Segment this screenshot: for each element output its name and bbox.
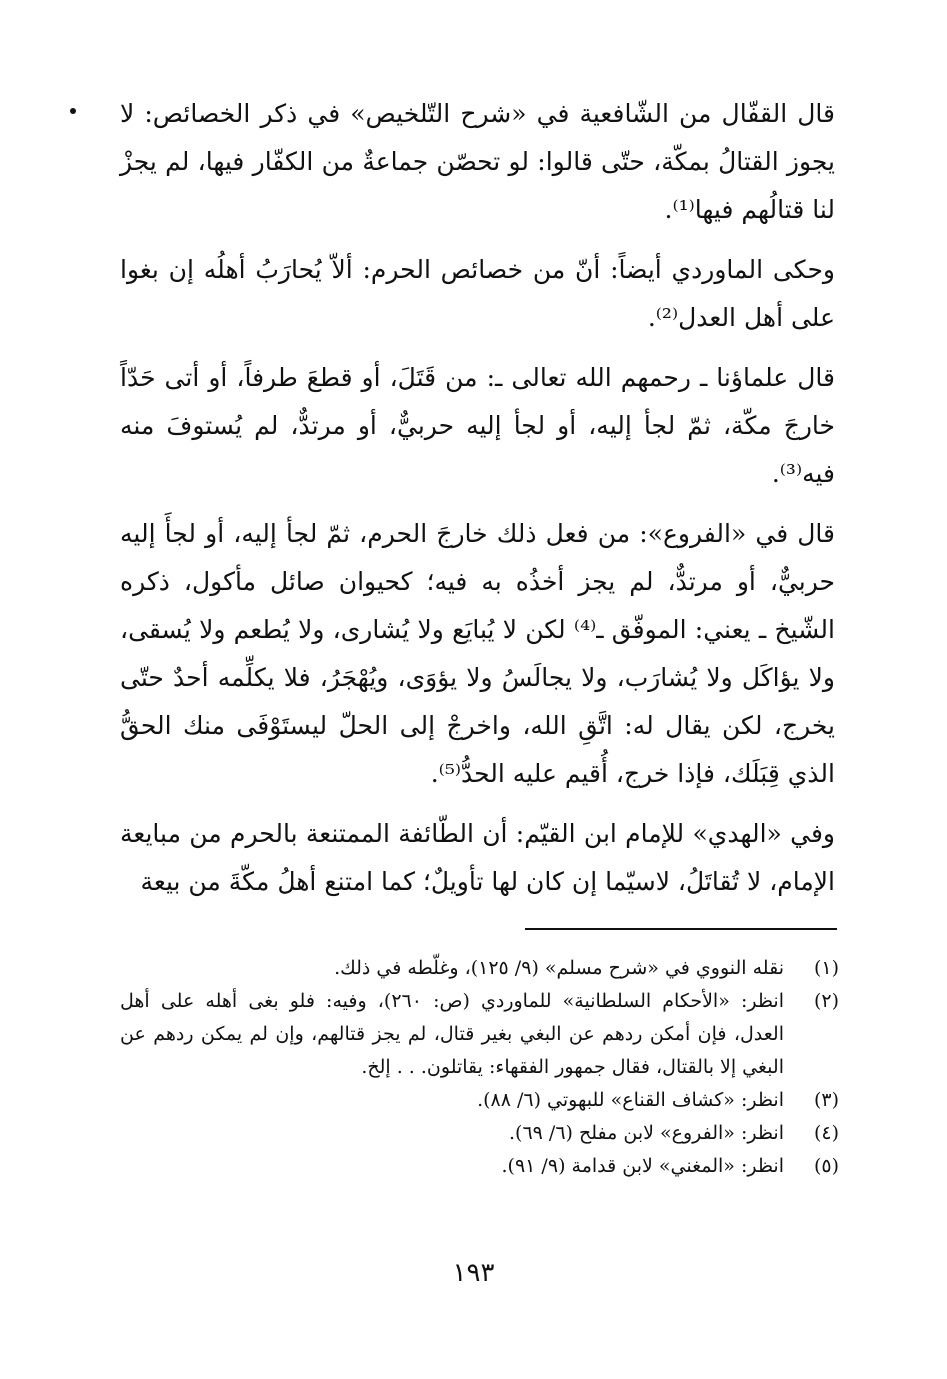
footnote-number: (٥) [813, 1155, 839, 1177]
footnote-text: نقله النووي في «شرح مسلم» (٩/ ١٢٥)، وغلّطه في ذلك. [334, 957, 784, 979]
footnote-text: انظر: «الفروع» لابن مفلح (٦/ ٦٩). [508, 1122, 784, 1144]
footnote-4 [120, 1117, 839, 1150]
footnotes [120, 952, 839, 1183]
footnote-text: انظر: «المغني» لابن قدامة (٩/ ٩١). [501, 1155, 784, 1177]
margin-dot [70, 108, 76, 114]
paragraph-4: قال في «الفروع»: من فعل ذلك خارجَ الحرم، ثمّ لجأ إليه، أو لجأَ إليه حربيٌّ، أو مرتدٌّ، لم يجز أخذُه به فيه؛ كحيوان صائل مأكول، ذكره الشّيخ ـ يعني: الموفّق ـ⁽⁴⁾ لكن لا يُبايَع ولا يُشارى، ولا يُطعم ولا يُسقى، ولا يؤاكَل ولا يُشارَب، ولا يجالَسُ ولا يؤوَى، ويُهْجَرُ، فلا يكلِّمه أحدٌ حتّى يخرج، لكن يقال له: اتَّقِ الله، واخرجْ إلى الحلّ ليستَوْفَى منك الحقُّ الذي قِبَلَك، فإذا خرج، أُقيم عليه الحدُّ⁽⁵⁾. [120, 519, 836, 788]
paragraph-1: قال القفّال من الشّافعية في «شرح التّلخيص» في ذكر الخصائص: لا يجوز القتالُ بمكّة، حتّى قالوا: لو تحصّن جماعةٌ من الكفّار فيها، لم يجزْ لنا قتالُهم فيها⁽¹⁾. [120, 99, 835, 224]
paragraph-2: وحكى الماوردي أيضاً: أنّ من خصائص الحرم: ألاّ يُحارَبُ أهلُه إن بغوا على أهل العدل⁽²⁾. [120, 255, 835, 332]
page-number: ١٩٣ [452, 1258, 495, 1288]
footnote-number: (٤) [813, 1122, 839, 1144]
main-text [120, 90, 835, 918]
paragraph-5: وفي «الهدي» للإمام ابن القيّم: أن الطّائفة الممتنعة بالحرم من مبايعة الإمام، لا تُقاتَلُ، لاسيّما إن كان لها تأويلٌ؛ كما امتنع أهلُ مكّةَ من بيعة [120, 819, 835, 896]
footnote-3 [120, 1084, 839, 1117]
footnote-2 [120, 985, 839, 1084]
paragraph-3: قال علماؤنا ـ رحمهم الله تعالى ـ: من قَتَلَ، أو قطعَ طرفاً، أو أتى حَدّاً خارجَ مكّة، ثمّ لجأ إليه، أو لجأ إليه حربيٌّ، أو مرتدٌّ، لم يُستوفَ منه فيه⁽³⁾. [120, 363, 835, 488]
footnote-1 [120, 952, 839, 985]
footnote-number: (١) [813, 957, 839, 979]
footnote-text: انظر: «الأحكام السلطانية» للماوردي (ص: ٢٦٠)، وفيه: فلو بغى أهله على أهل العدل، فإن أمكن ردهم عن البغي بغير قتال، لم يجز قتالهم، وإن لم يمكن ردهم عن البغي إلا بالقتال، فقال جمهور الفقهاء: يقاتلون. . . إلخ. [120, 990, 784, 1078]
footnote-number: (٢) [813, 990, 839, 1012]
footnote-separator [525, 928, 837, 930]
footnote-number: (٣) [813, 1089, 839, 1111]
footnote-5 [120, 1150, 839, 1183]
footnote-text: انظر: «كشاف القناع» للبهوتي (٦/ ٨٨). [477, 1089, 784, 1111]
